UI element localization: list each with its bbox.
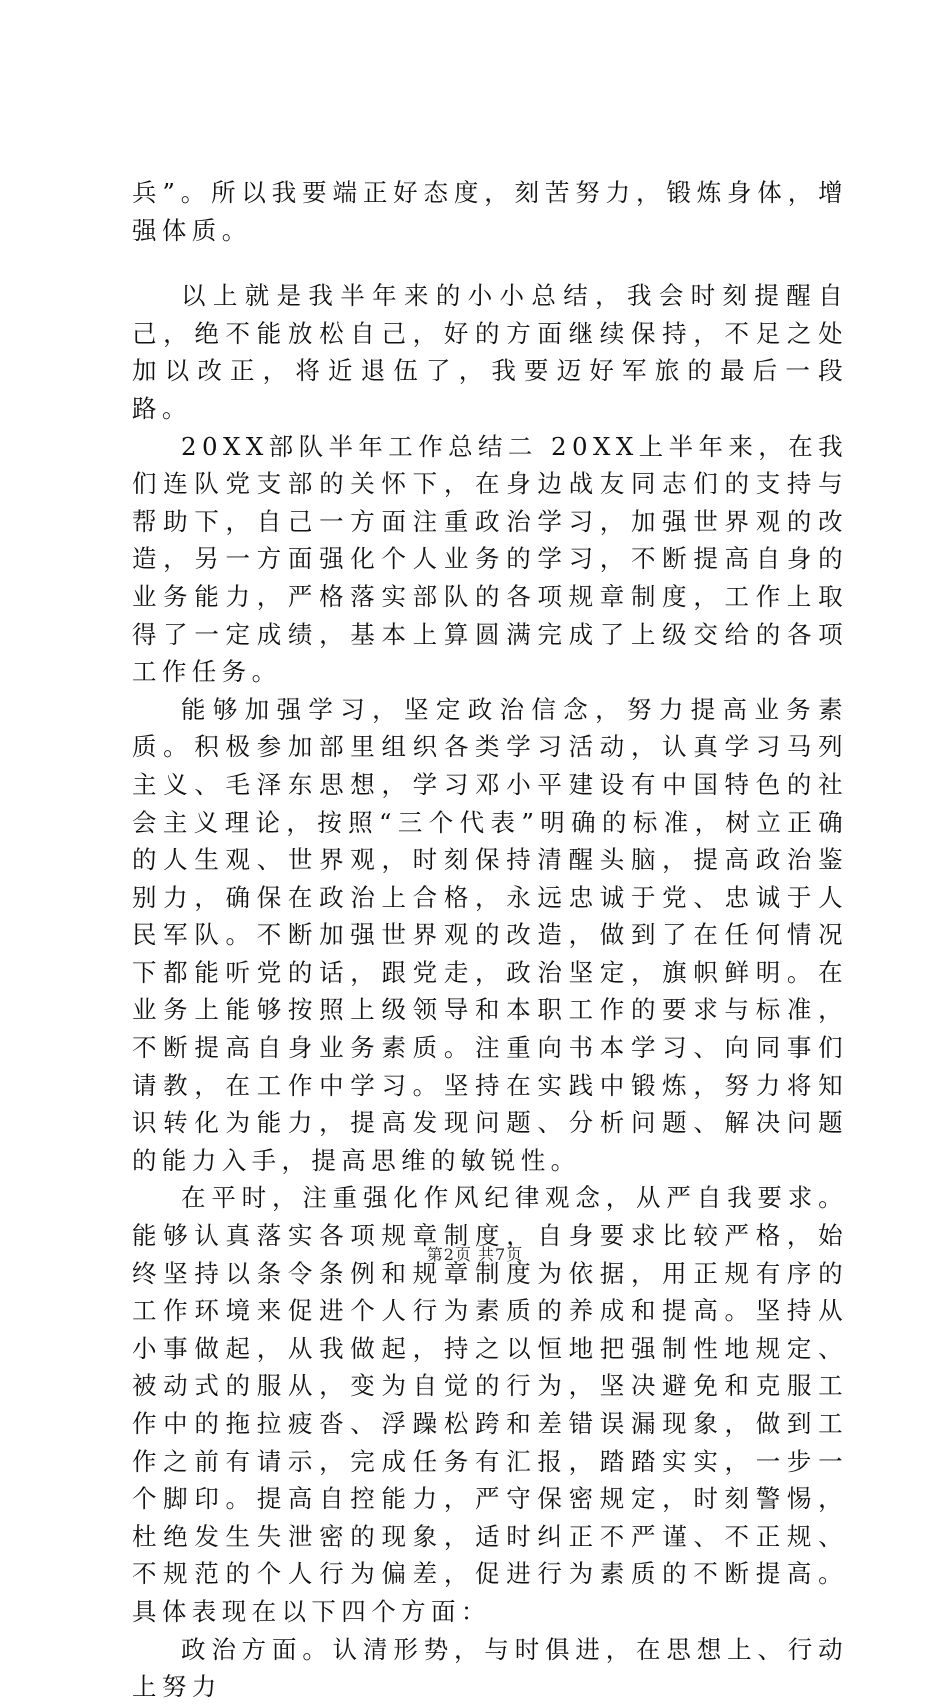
paragraph-summary-two-intro: 20XX部队半年工作总结二 20XX上半年来，在我们连队党支部的关怀下，在身边战友同志们的支持与帮助下，自己一方面注重政治学习，加强世界观的改造，另一方面强化个人业务的学习，不断提高自身的业务能力，严格落实部队的各项规章制度，工作上取得了一定成绩，基本上算圆满完成了上级交给的各项工作任务。 [132,431,848,687]
paragraph-discipline: 在平时，注重强化作风纪律观念，从严自我要求。能够认真落实各项规章制度，自身要求比较严格，始终坚持以条令条例和规章制度为依据，用正规有序的工作环境来促进个人行为素质的养成和提高。坚持从小事做起，从我做起，持之以恒地把强制性地规定、被动式的服从，变为自觉的行为，坚决避免和克服工作中的拖拉疲沓、浮躁松跨和差错误漏现象，做到工作之前有请示，完成任务有汇报，踏踏实实，一步一个脚印。提高自控能力，严守保密规定，时刻警惕，杜绝发生失泄密的现象，适时纠正不严谨、不正规、不规范的个人行为偏差，促进行为素质的不断提高。具体表现在以下四个方面： [132,1183,848,1626]
page-number-footer: 第2页 共7页 [426,1245,524,1264]
paragraph-politics: 政治方面。认清形势，与时俱进，在思想上、行动上努力 [132,1634,848,1702]
document-body [132,174,848,1706]
paragraph-summary-closing: 以上就是我半年来的小小总结，我会时刻提醒自己，绝不能放松自己，好的方面继续保持，不足之处加以改正，将近退伍了，我要迈好军旅的最后一段路。 [132,281,848,423]
paragraph-continuation: 兵”。所以我要端正好态度，刻苦努力，锻炼身体，增强体质。 [132,178,848,245]
paragraph-study: 能够加强学习，坚定政治信念，努力提高业务素质。积极参加部里组织各类学习活动，认真学习马列主义、毛泽东思想，学习邓小平建设有中国特色的社会主义理论，按照“三个代表”明确的标准，树立正确的人生观、世界观，时刻保持清醒头脑，提高政治鉴别力，确保在政治上合格，永远忠诚于党、忠诚于人民军队。不断加强世界观的改造，做到了在任何情况下都能听党的话，跟党走，政治坚定，旗帜鲜明。在业务上能够按照上级领导和本职工作的要求与标准，不断提高自身业务素质。注重向书本学习、向同事们请教，在工作中学习。坚持在实践中锻炼，努力将知识转化为能力，提高发现问题、分析问题、解决问题的能力入手，提高思维的敏锐性。 [132,694,848,1175]
